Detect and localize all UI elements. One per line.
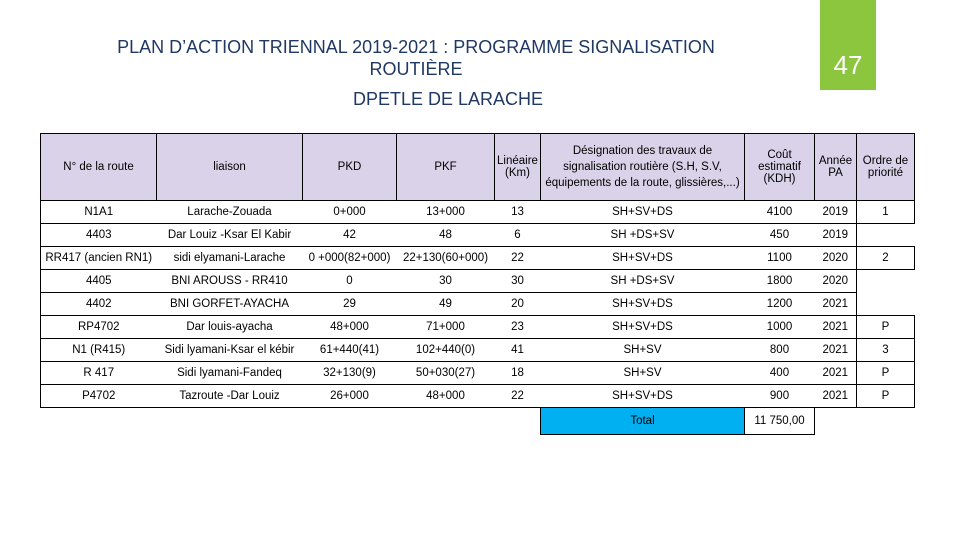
table-header-row [41,134,915,201]
cell-ordre: 1 [857,201,915,224]
cell-pkd: 61+440(41) [303,339,397,362]
cell-annee: 2021 [815,385,857,408]
cell-liaison: sidi elyamani-Larache [157,247,303,270]
cell-cout: 1000 [745,316,815,339]
slide-title [60,36,772,80]
header-cout: Coût estimatif (KDH) [745,134,815,201]
cell-pkf: 48 [397,224,495,247]
cell-pkf: 13+000 [397,201,495,224]
cell-pkf: 22+130(60+000) [397,247,495,270]
page-number: 47 [833,50,863,80]
cell-cout: 800 [745,339,815,362]
cell-route: P4702 [41,385,157,408]
cell-designation: SH+SV [541,362,745,385]
cell-lineaire: 13 [495,201,541,224]
cell-ordre: 2 [857,247,915,270]
cell-pkd: 29 [303,293,397,316]
slide-subtitle: DPETLE DE LARACHE [352,89,544,109]
page-number-box [820,0,876,90]
table-row [41,339,915,362]
cell-pkd: 0 [303,270,397,293]
cell-designation: SH +DS+SV [541,224,745,247]
table-row [41,316,915,339]
cell-liaison: Larache-Zouada [157,201,303,224]
cell-lineaire: 30 [495,270,541,293]
header-ordre: Ordre de priorité [857,134,915,201]
cell-designation: SH+SV+DS [541,316,745,339]
cell-route: N1 (R415) [41,339,157,362]
cell-cout: 1200 [745,293,815,316]
action-plan-table [40,133,915,435]
table-row [41,362,915,385]
cell-pkf: 50+030(27) [397,362,495,385]
cell-route: N1A1 [41,201,157,224]
cell-pkd: 42 [303,224,397,247]
table-row [41,201,915,224]
header-designation: Désignation des travaux de signalisation routière (S.H, S.V, équipements de la route, glissières,...) [541,134,745,201]
cell-cout: 1100 [745,247,815,270]
header-pkd: PKD [303,134,397,201]
cell-route: 4403 [41,224,157,247]
cell-liaison: BNI GORFET-AYACHA [157,293,303,316]
cell-liaison: Sidi lyamani-Ksar el kébir [157,339,303,362]
cell-route: 4405 [41,270,157,293]
cell-cout: 450 [745,224,815,247]
table-row [41,247,915,270]
cell-liaison: Dar Louiz -Ksar El Kabir [157,224,303,247]
cell-annee: 2021 [815,316,857,339]
cell-liaison: Dar louis-ayacha [157,316,303,339]
cell-liaison: Tazroute -Dar Louiz [157,385,303,408]
cell-annee: 2021 [815,293,857,316]
cell-pkf: 102+440(0) [397,339,495,362]
cell-ordre: P [857,385,915,408]
cell-lineaire: 18 [495,362,541,385]
cell-lineaire: 20 [495,293,541,316]
cell-annee: 2021 [815,339,857,362]
header-liaison: liaison [157,134,303,201]
cell-annee: 2021 [815,362,857,385]
header-route: N° de la route [41,134,157,201]
cell-pkf: 48+000 [397,385,495,408]
table-row [41,385,915,408]
cell-cout: 900 [745,385,815,408]
cell-lineaire: 6 [495,224,541,247]
cell-ordre [857,224,915,247]
total-label: Total [541,408,745,435]
cell-ordre: P [857,316,915,339]
cell-annee: 2020 [815,247,857,270]
cell-pkf: 49 [397,293,495,316]
cell-route: R 417 [41,362,157,385]
cell-annee: 2019 [815,201,857,224]
cell-route: RR417 (ancien RN1) [41,247,157,270]
cell-designation: SH+SV+DS [541,293,745,316]
cell-lineaire: 22 [495,385,541,408]
table-row [41,270,915,293]
cell-route: RP4702 [41,316,157,339]
cell-designation: SH+SV [541,339,745,362]
cell-pkf: 71+000 [397,316,495,339]
header-annee: Année PA [815,134,857,201]
cell-designation: SH+SV+DS [541,247,745,270]
header-lineaire: Linéaire (Km) [495,134,541,201]
cell-designation: SH+SV+DS [541,201,745,224]
cell-cout: 1800 [745,270,815,293]
table-row [41,293,915,316]
cell-route: 4402 [41,293,157,316]
cell-lineaire: 41 [495,339,541,362]
cell-liaison: BNI AROUSS - RR410 [157,270,303,293]
header-pkf: PKF [397,134,495,201]
cell-ordre: 3 [857,339,915,362]
cell-cout: 4100 [745,201,815,224]
cell-annee: 2019 [815,224,857,247]
cell-pkd: 26+000 [303,385,397,408]
cell-pkd: 48+000 [303,316,397,339]
cell-pkd: 32+130(9) [303,362,397,385]
cell-annee: 2020 [815,270,857,293]
cell-ordre: P [857,362,915,385]
title-line-2: ROUTIÈRE [369,59,463,79]
cell-cout: 400 [745,362,815,385]
cell-ordre [857,270,915,293]
total-row [41,408,915,435]
cell-pkd: 0+000 [303,201,397,224]
cell-designation: SH+SV+DS [541,385,745,408]
cell-ordre [857,293,915,316]
table-row [41,224,915,247]
total-value: 11 750,00 [745,408,815,435]
cell-liaison: Sidi lyamani-Fandeq [157,362,303,385]
table-body [41,201,915,408]
cell-designation: SH +DS+SV [541,270,745,293]
cell-lineaire: 22 [495,247,541,270]
cell-pkd: 0 +000(82+000) [303,247,397,270]
cell-lineaire: 23 [495,316,541,339]
title-line-1: PLAN D’ACTION TRIENNAL 2019-2021 : PROGRAMME SIGNALISATION [117,37,715,57]
cell-pkf: 30 [397,270,495,293]
